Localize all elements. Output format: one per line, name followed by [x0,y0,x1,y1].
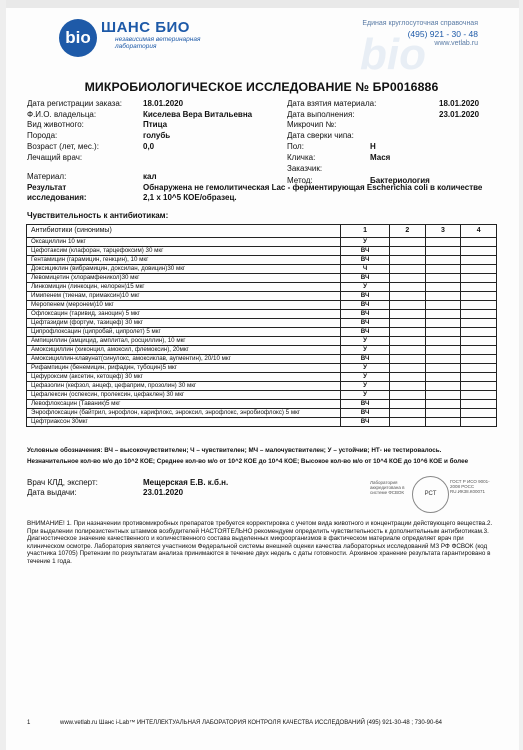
sensitivity-cell: У [341,283,390,292]
antibiotic-name: Линкомицин (линкоцин, нелорен)15 мкг [27,283,341,292]
material-label: Материал: [27,172,67,181]
table-header-row [27,225,497,238]
doctor-label: Врач КЛД, эксперт: [27,478,98,487]
iso-note: ГОСТ Р ИСО 9001-2008 РОСС RU.ИК38.К00071 [450,479,490,494]
empty-cell [425,391,461,400]
empty-cell [461,355,497,364]
sensitivity-title: Чувствительность к антибиотикам: [27,211,169,220]
field-label: Дата взятия материала: [287,99,377,108]
empty-cell [389,382,425,391]
field-value: 18.01.2020 [143,99,184,108]
footer-text: www.vetlab.ru Шанс i-Lab™ ИНТЕЛЛЕКТУАЛЬНАЯ ЛАБОРАТОРИЯ КОНТРОЛЯ КАЧЕСТВА ИССЛЕДОВАНИЙ (495) 921-30-48 ; 730-90-64 [60,720,443,726]
field-label: Ф.И.О. владельца: [27,110,97,119]
empty-cell [461,283,497,292]
empty-cell [461,319,497,328]
table-row [27,319,497,328]
empty-cell [461,409,497,418]
field-label: Микрочип №: [287,120,337,129]
antibiotic-name: Доксициклин (вибрамицин, доксилан, довицин)30 мкг [27,265,341,274]
sensitivity-cell: У [341,364,390,373]
empty-cell [461,382,497,391]
sensitivity-cell: ВЧ [341,328,390,337]
sensitivity-cell: У [341,382,390,391]
empty-cell [425,418,461,427]
empty-cell [389,328,425,337]
sensitivity-cell: ВЧ [341,247,390,256]
empty-cell [389,283,425,292]
sensitivity-cell: ВЧ [341,256,390,265]
table-row [27,238,497,247]
empty-cell [461,337,497,346]
sensitivity-cell: ВЧ [341,409,390,418]
certification-seal-icon: РСТ [412,476,449,513]
material-value: кал [143,172,157,181]
empty-cell [425,337,461,346]
field-value: 23.01.2020 [439,110,480,119]
disclaimer-notes: ВНИМАНИЕ! 1. При назначении противомикробных препаратов требуется корректировка с учетом вида животного и концентрации действующего вещества.2. При выделении полирезистентных штаммов возбудителей НАСТОЯТЕЛЬНО рекомендуем определить чувствительность к дополнительным антибиотикам.3. Диагностическое значение качественного и количественного состава выделенных микроорганизмов в фактическом материале определяет врач при клиническом осмотре. Лаборатория является участником Федеральной системы внешней оценки качества лабораторных исследований МЗ РФ ФСВОК (код участника 10705) Претензии по результатам анализа принимаются в течение двух недель с даты готовности. Архивное хранение результата гарантировано в течение 1 года. [27,520,493,565]
empty-cell [425,283,461,292]
result-value: Обнаружена не гемолитическая Lac - ферментирующая Escherichia coli в количестве 2,1 х 10^5 КОЕ/образец. [143,183,483,202]
empty-cell [461,238,497,247]
empty-cell [425,319,461,328]
empty-cell [461,274,497,283]
antibiotic-name: Энрофлоксацин (байтрил, энрофлон, карифлокс, энроксил, энрофлокс, энробиофлокс) 5 мкг [27,409,341,418]
header-contacts [362,19,478,49]
empty-cell [425,274,461,283]
antibiotic-name: Цефалексин (оспексин, пролексин, цефаклен) 30 мкг [27,391,341,400]
empty-cell [461,292,497,301]
field-label: Дата сверки чипа: [287,131,354,140]
page-title: МИКРОБИОЛОГИЧЕСКОЕ ИССЛЕДОВАНИЕ № БР0016886 [84,80,439,94]
table-header-cell: 4 [461,225,497,238]
empty-cell [389,256,425,265]
issued-value: 23.01.2020 [143,488,184,497]
sensitivity-cell: У [341,337,390,346]
empty-cell [389,238,425,247]
empty-cell [389,400,425,409]
table-row [27,364,497,373]
table-row [27,247,497,256]
antibiotic-name: Левофлоксацин (Таваник)5 мкг [27,400,341,409]
table-row [27,256,497,265]
method-label: Метод: [287,176,313,185]
sensitivity-cell: ВЧ [341,274,390,283]
field-value: 0,0 [143,142,155,151]
field-value: Птица [143,120,168,129]
bio-logo-icon: bio [59,19,97,57]
antibiotic-name: Амоксициллин (хиконцил, амоксил, флемоксин), 20мкг [27,346,341,355]
field-label: Возраст (лет, мес.): [27,142,99,151]
empty-cell [425,346,461,355]
page-edge-right [519,0,523,750]
empty-cell [389,391,425,400]
field-label: Пол: [287,142,304,151]
header-site: www.vetlab.ru [434,40,478,47]
empty-cell [425,310,461,319]
sensitivity-cell: У [341,346,390,355]
empty-cell [389,319,425,328]
empty-cell [461,256,497,265]
sensitivity-cell: У [341,238,390,247]
table-header-cell: 3 [425,225,461,238]
empty-cell [389,409,425,418]
sensitivity-cell: ВЧ [341,400,390,409]
empty-cell [425,292,461,301]
header-tagline: Единая круглосуточная справочная [362,20,478,27]
empty-cell [389,247,425,256]
empty-cell [425,355,461,364]
antibiotic-name: Меропенем (меронем)10 мкг [27,301,341,310]
field-label: Заказчик: [287,164,323,173]
empty-cell [461,310,497,319]
field-label: Дата выполнения: [287,110,355,119]
antibiotic-name: Офлоксацин (таривид, заноцин) 5 мкг [27,310,341,319]
sensitivity-cell: ВЧ [341,310,390,319]
table-row [27,274,497,283]
empty-cell [461,346,497,355]
table-row [27,283,497,292]
empty-cell [389,373,425,382]
empty-cell [425,301,461,310]
empty-cell [389,355,425,364]
empty-cell [389,274,425,283]
brand-name: ШАНС БИО [101,19,190,36]
header-phone: (495) 921 - 30 - 48 [407,29,478,39]
table-row [27,292,497,301]
field-value: голубь [143,131,171,140]
field-value: Н [370,142,376,151]
empty-cell [461,418,497,427]
empty-cell [425,328,461,337]
method-value: Бактериология [370,176,430,185]
table-row [27,355,497,364]
empty-cell [461,247,497,256]
field-value: 18.01.2020 [439,99,480,108]
antibiotic-name: Ампициллин (амцицид, амплитал, росциллин), 10 мкг [27,337,341,346]
legend-quantity: Незначительное кол-во м/о до 10^2 КОЕ; Среднее кол-во м/о от 10^2 КОЕ до 10^4 КОЕ; Высокое кол-во м/о от 10^4 КОЕ до 10^6 КОЕ и более [27,458,469,465]
empty-cell [461,400,497,409]
empty-cell [389,292,425,301]
table-row [27,301,497,310]
antibiotic-name: Ципрофлоксацин (ципробай, ципролет) 5 мкг [27,328,341,337]
empty-cell [389,310,425,319]
sensitivity-cell: ВЧ [341,292,390,301]
sensitivity-cell: У [341,373,390,382]
field-value: Киселева Вера Витальевна [143,110,253,119]
sensitivity-cell: У [341,391,390,400]
empty-cell [425,247,461,256]
accreditation-note: Лаборатория аккредитована в системе ФСВОК [370,480,405,495]
antibiotic-name: Цефазолин (кефзол, анцеф, цефаприм, прозолин) 30 мкг [27,382,341,391]
field-label: Порода: [27,131,58,140]
page-edge-left [0,0,6,750]
result-label: Результат исследования: [27,183,87,202]
empty-cell [389,265,425,274]
watermark: bio [360,30,426,79]
table-header-cell: 1 [341,225,390,238]
table-row [27,328,497,337]
empty-cell [389,418,425,427]
empty-cell [389,301,425,310]
empty-cell [425,400,461,409]
antibiotic-name: Амоксициллин-клавунат(синулокс, амоксиклав, аугментин), 20/10 мкг [27,355,341,364]
empty-cell [461,391,497,400]
empty-cell [461,265,497,274]
antibiotic-name: Цефтазидим (фортум, тазицеф) 30 мкг [27,319,341,328]
table-row [27,382,497,391]
table-row [27,409,497,418]
table-row [27,400,497,409]
field-label: Вид животного: [27,120,84,129]
table-body [27,238,497,427]
empty-cell [425,265,461,274]
page-number: 1 [27,720,31,726]
antibiotic-name: Гентамицин (гарамицин, генкцин), 10 мкг [27,256,341,265]
antibiotic-name: Рифампицин (бенемицин, рифадин, тубоцин)5 мкг [27,364,341,373]
empty-cell [461,328,497,337]
sensitivity-cell: ВЧ [341,319,390,328]
field-label: Кличка: [287,153,316,162]
sensitivity-cell: Ч [341,265,390,274]
table-row [27,265,497,274]
antibiotics-table [26,224,497,427]
issued-label: Дата выдачи: [27,488,77,497]
empty-cell [461,364,497,373]
empty-cell [389,346,425,355]
empty-cell [425,373,461,382]
field-label: Дата регистрации заказа: [27,99,123,108]
empty-cell [425,238,461,247]
field-value: Мася [370,153,391,162]
antibiotic-name: Левомицетин (хлорамфеникол)30 мкг [27,274,341,283]
doctor-value: Мещерская Е.В. к.б.н. [143,478,229,487]
empty-cell [425,382,461,391]
table-row [27,418,497,427]
table-row [27,310,497,319]
table-header-cell: 2 [389,225,425,238]
table-row [27,337,497,346]
field-label: Лечащий врач: [27,153,83,162]
antibiotic-name: Цефуроксим (аксетин, кетоцеф) 30 мкг [27,373,341,382]
empty-cell [389,337,425,346]
brand-subtitle: независимая ветеринарная лаборатория [115,36,201,50]
table-row [27,373,497,382]
sensitivity-cell: ВЧ [341,418,390,427]
antibiotic-name: Цефтриаксон 30мкг [27,418,341,427]
empty-cell [461,373,497,382]
table-row [27,346,497,355]
sensitivity-cell: ВЧ [341,355,390,364]
empty-cell [389,364,425,373]
antibiotic-name: Имипенем (тиенам, примаксин)10 мкг [27,292,341,301]
sensitivity-cell: ВЧ [341,301,390,310]
page-footer [27,720,442,726]
antibiotic-name: Цефотаксим (клафоран, тарцефоксим) 30 мкг [27,247,341,256]
page-edge-top [0,0,523,8]
empty-cell [461,301,497,310]
empty-cell [425,256,461,265]
antibiotic-name: Оксациллин 10 мкг [27,238,341,247]
empty-cell [425,409,461,418]
table-header-cell: Антибиотики (синонимы) [27,225,341,238]
empty-cell [425,364,461,373]
legend-symbols: Условные обозначения: ВЧ – высокочувствителен; Ч – чувствителен; МЧ – малочувствителен; У – устойчив; НТ- не тестировалось. [27,447,442,454]
table-row [27,391,497,400]
